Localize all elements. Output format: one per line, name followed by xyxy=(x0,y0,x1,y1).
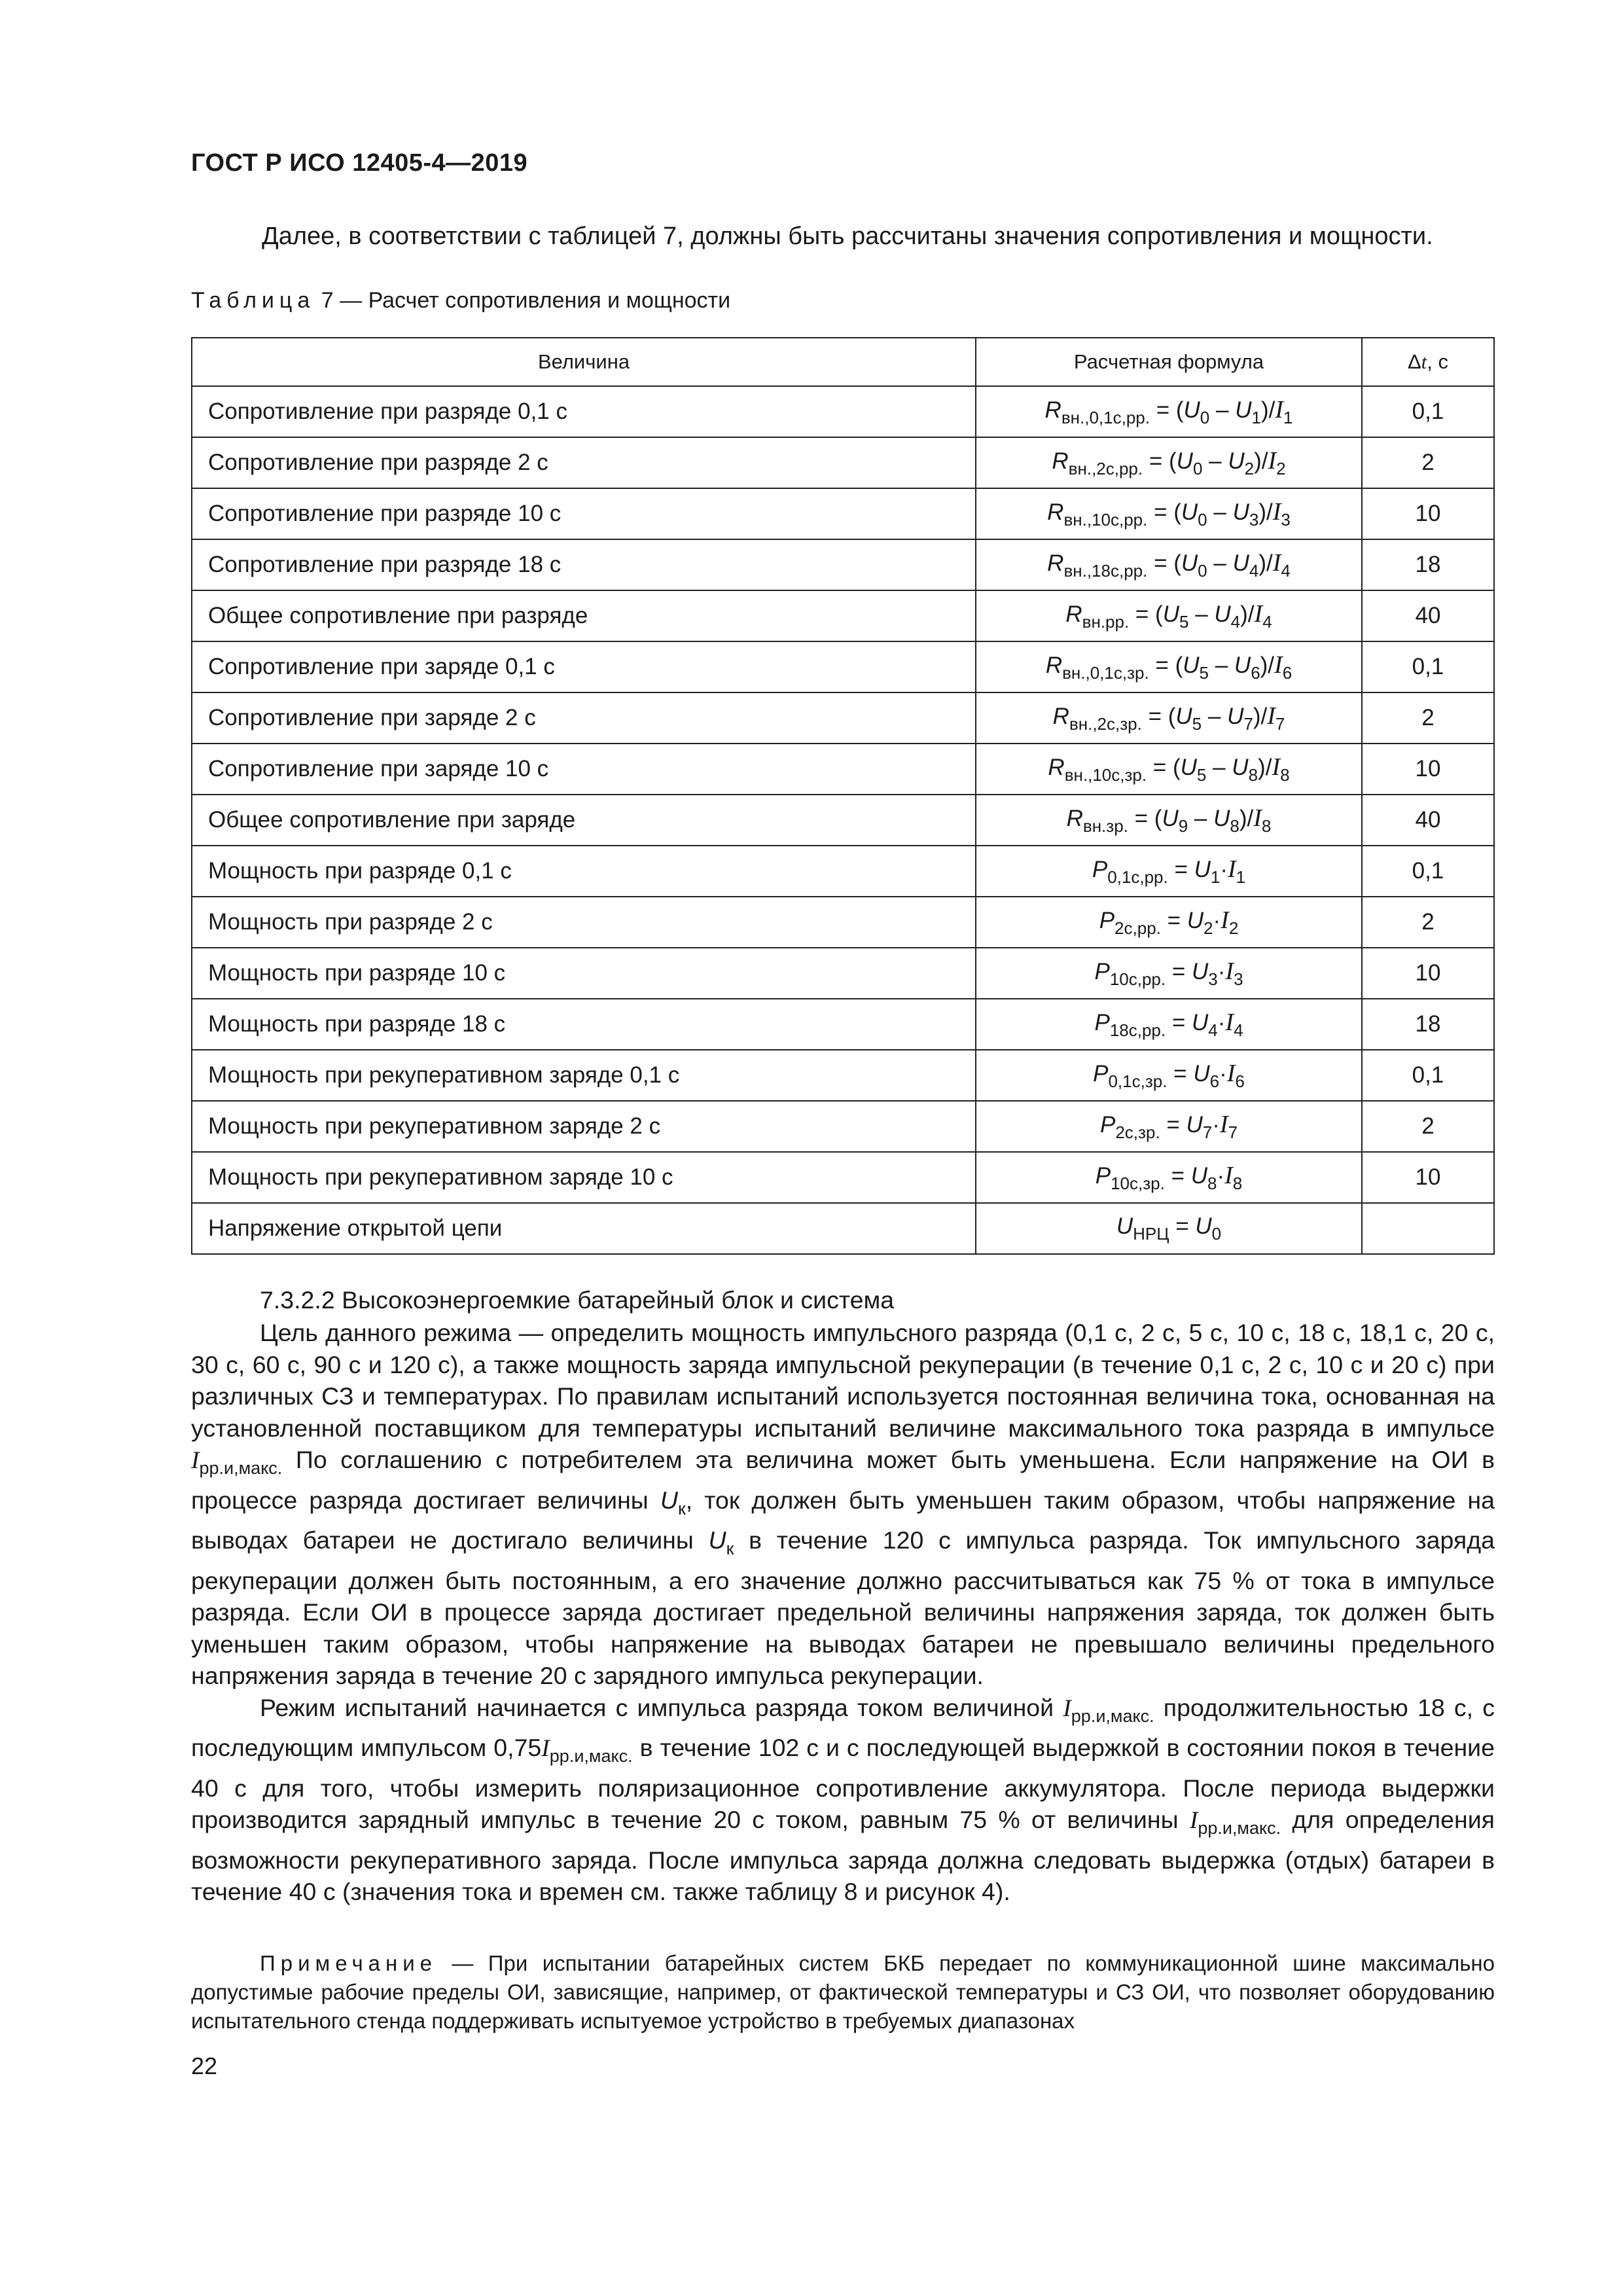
table-row xyxy=(192,1101,1494,1152)
table-header-row xyxy=(192,338,1494,386)
row-name: Сопротивление при заряде 2 с xyxy=(192,692,976,744)
column-header-formula: Расчетная формула xyxy=(976,338,1362,386)
table-row xyxy=(192,386,1494,437)
page-number: 22 xyxy=(191,2053,218,2079)
row-dt: 10 xyxy=(1362,948,1494,999)
row-formula: $P_{10с,зр.} = U_8\cdot I_8$ xyxy=(976,1152,1362,1203)
table-row xyxy=(192,1152,1494,1203)
row-formula: $P_{10с,рр.} = U_3\cdot I_3$ xyxy=(976,948,1362,999)
table-row xyxy=(192,539,1494,590)
row-name: Сопротивление при заряде 0,1 с xyxy=(192,641,976,692)
calculation-table xyxy=(191,337,1495,1255)
row-dt: 0,1 xyxy=(1362,1050,1494,1101)
row-name: Сопротивление при разряде 2 с xyxy=(192,437,976,488)
body-text xyxy=(191,1317,1495,1908)
row-name: Сопротивление при разряде 0,1 с xyxy=(192,386,976,437)
row-dt: 2 xyxy=(1362,897,1494,948)
paragraph-test-purpose: Цель данного режима — определить мощность импульсного разряда (0,1 с, 2 с, 5 с, 10 с, 18 с, 18,1 с, 20 с, 30 с, 60 с, 90 с и 120 с), а также мощность заряда импульсной рекуперации (в течение 0,1 с, 2 с, 10 с и 20 с) при различных СЗ и температурах. По правилам испытаний используется постоянная величина тока, основанная на установленной поставщиком для температуры испытаний величине максимального тока разряда в импульсе $I_{рр.и,макс.}$ По соглашению с потребителем эта величина может быть уменьшена. Если напряжение на ОИ в процессе разряда достигает величины $U_к$, ток должен быть уменьшен таким образом, чтобы напряжение на выводах батареи не достигало величины $U_к$ в течение 120 с импульса разряда. Ток импульсного заряда рекуперации должен быть постоянным, а его значение должно рассчитываться как 75 % от тока в импульсе разряда. Если ОИ в процессе заряда достигает предельной величины напряжения заряда, ток должен быть уменьшен таким образом, чтобы напряжение на выводах батареи не превышало величины предельного напряжения заряда в течение 20 с зарядного импульса рекуперации. xyxy=(191,1319,1495,1689)
paragraph-test-mode: Режим испытаний начинается с импульса разряда током величиной $I_{рр.и,макс.}$ продолжительностью 18 с, с последующим импульсом $0,75I_{рр.и,макс.}$ в течение 102 с и с последующей выдержкой в состоянии покоя в течение 40 с для того, чтобы измерить поляризационное сопротивление аккумулятора. После периода выдержки производится зарядный импульс в течение 20 с током, равным 75 % от величины $I_{рр.и,макс.}$ для определения возможности рекуперативного заряда. После импульса заряда должна следовать выдержка (отдых) батареи в течение 40 с (значения тока и времен см. также таблицу 8 и рисунок 4). xyxy=(191,1693,1495,1905)
note-label: Примечание xyxy=(260,1951,438,1975)
row-name: Мощность при разряде 18 с xyxy=(192,999,976,1050)
row-dt: 0,1 xyxy=(1362,846,1494,897)
intro-paragraph: Далее, в соответствии с таблицей 7, должны быть рассчитаны значения сопротивления и мощности. xyxy=(262,223,1433,250)
row-formula: $R_{вн.,10с,рр.} = (U_0 - U_3)/I_3$ xyxy=(976,488,1362,539)
row-name: Сопротивление при разряде 18 с xyxy=(192,539,976,590)
row-formula: $R_{вн.зр.} = (U_9 - U_8)/I_8$ xyxy=(976,795,1362,846)
column-header-quantity: Величина xyxy=(192,338,976,386)
row-name: Сопротивление при разряде 10 с xyxy=(192,488,976,539)
row-formula: $P_{2с,зр.} = U_7\cdot I_7$ xyxy=(976,1101,1362,1152)
row-formula: $U_{НРЦ} = U_0$ xyxy=(976,1203,1362,1254)
table-row xyxy=(192,897,1494,948)
table-row xyxy=(192,437,1494,488)
section-heading: 7.3.2.2 Высокоэнергоемкие батарейный блок и система xyxy=(260,1286,895,1314)
table-caption xyxy=(191,288,730,314)
row-formula: $P_{18с,рр.} = U_4\cdot I_4$ xyxy=(976,999,1362,1050)
row-name: Сопротивление при заряде 10 с xyxy=(192,744,976,795)
row-dt: 0,1 xyxy=(1362,641,1494,692)
row-formula: $R_{вн.,18с,рр.} = (U_0 - U_4)/I_4$ xyxy=(976,539,1362,590)
row-name: Мощность при разряде 2 с xyxy=(192,897,976,948)
table-row xyxy=(192,590,1494,641)
row-name: Мощность при рекуперативном заряде 2 с xyxy=(192,1101,976,1152)
row-dt: 2 xyxy=(1362,692,1494,744)
note-text: Примечание — При испытании батарейных систем БКБ передает по коммуникационной шине максимально допустимые рабочие пределы ОИ, зависящие, например, от фактической температуры и СЗ ОИ, что позволяет оборудованию испытательного стенда поддерживать испытуемое устройство в требуемых диапазонах xyxy=(191,1951,1495,2033)
row-dt: 18 xyxy=(1362,539,1494,590)
row-dt xyxy=(1362,1203,1494,1254)
column-header-dt: Δt, с xyxy=(1362,338,1494,386)
table-row xyxy=(192,1203,1494,1254)
row-formula: $P_{0,1с,зр.} = U_6\cdot I_6$ xyxy=(976,1050,1362,1101)
table-row xyxy=(192,1050,1494,1101)
row-name: Напряжение открытой цепи xyxy=(192,1203,976,1254)
row-formula: $R_{вн.,10с,зр.} = (U_5 - U_8)/I_8$ xyxy=(976,744,1362,795)
row-formula: $R_{вн.рр.} = (U_5 - U_4)/I_4$ xyxy=(976,590,1362,641)
document-header: ГОСТ Р ИСО 12405-4—2019 xyxy=(191,149,528,177)
table-row xyxy=(192,744,1494,795)
table-caption-text: 7 — Расчет сопротивления и мощности xyxy=(321,288,731,313)
row-dt: 10 xyxy=(1362,744,1494,795)
table-caption-label: Таблица xyxy=(191,288,315,313)
row-dt: 10 xyxy=(1362,488,1494,539)
table-row xyxy=(192,948,1494,999)
table-row xyxy=(192,795,1494,846)
row-formula: $R_{вн.,0,1с,рр.} = (U_0 - U_1)/I_1$ xyxy=(976,386,1362,437)
row-formula: $R_{вн.,2с,зр.} = (U_5 - U_7)/I_7$ xyxy=(976,692,1362,744)
row-dt: 2 xyxy=(1362,1101,1494,1152)
row-name: Общее сопротивление при разряде xyxy=(192,590,976,641)
row-dt: 0,1 xyxy=(1362,386,1494,437)
row-name: Мощность при разряде 0,1 с xyxy=(192,846,976,897)
table-row xyxy=(192,641,1494,692)
row-name: Мощность при рекуперативном заряде 0,1 с xyxy=(192,1050,976,1101)
table-row xyxy=(192,846,1494,897)
row-name: Мощность при разряде 10 с xyxy=(192,948,976,999)
row-dt: 2 xyxy=(1362,437,1494,488)
row-name: Мощность при рекуперативном заряде 10 с xyxy=(192,1152,976,1203)
table-row xyxy=(192,488,1494,539)
row-formula: $P_{2с,рр.} = U_2\cdot I_2$ xyxy=(976,897,1362,948)
row-dt: 40 xyxy=(1362,795,1494,846)
table-row xyxy=(192,692,1494,744)
row-dt: 10 xyxy=(1362,1152,1494,1203)
row-formula: $R_{вн.,0,1с,зр.} = (U_5 - U_6)/I_6$ xyxy=(976,641,1362,692)
note-block xyxy=(191,1949,1495,2036)
table-row xyxy=(192,999,1494,1050)
row-formula: $P_{0,1с,рр.} = U_1\cdot I_1$ xyxy=(976,846,1362,897)
row-name: Общее сопротивление при заряде xyxy=(192,795,976,846)
row-dt: 40 xyxy=(1362,590,1494,641)
row-dt: 18 xyxy=(1362,999,1494,1050)
row-formula: $R_{вн.,2с,рр.} = (U_0 - U_2)/I_2$ xyxy=(976,437,1362,488)
